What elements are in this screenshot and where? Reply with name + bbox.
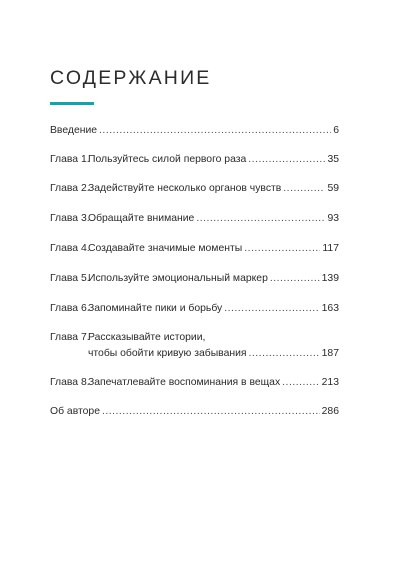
- entry-title: Задействуйте несколько органов чувств: [88, 183, 282, 194]
- toc-entry-introduction[interactable]: [50, 124, 339, 138]
- toc-entry-chapter-6[interactable]: [50, 302, 339, 316]
- entry-title: Используйте эмоциональный маркер: [88, 273, 268, 284]
- toc-entry-chapter-4[interactable]: [50, 242, 339, 256]
- entry-title: Об авторе: [50, 406, 100, 417]
- toc-entry-chapter-3[interactable]: [50, 212, 339, 226]
- toc-entry-about-author[interactable]: [50, 405, 339, 419]
- entry-page-number: 6: [333, 125, 339, 136]
- entry-title-continuation: чтобы обойти кривую забывания: [88, 348, 247, 359]
- entry-chapter-number: Глава 3.: [50, 213, 90, 224]
- dot-leader: [283, 182, 325, 196]
- title-accent-rule: [50, 102, 94, 105]
- dot-leader: [244, 242, 320, 256]
- entry-title: Запоминайте пики и борьбу: [88, 303, 223, 314]
- entry-title: Обращайте внимание: [88, 213, 195, 224]
- entry-chapter-number: Глава 5.: [50, 273, 90, 284]
- entry-title: Пользуйтесь силой первого раза: [88, 154, 247, 165]
- toc-entry-chapter-8[interactable]: [50, 376, 339, 390]
- entry-page-number: 213: [321, 377, 339, 388]
- dot-leader: [270, 272, 320, 286]
- dot-leader: [249, 347, 320, 361]
- entry-title: Рассказывайте истории,: [88, 332, 206, 343]
- entry-page-number: 93: [327, 213, 339, 224]
- entry-chapter-number: Глава 6.: [50, 303, 90, 314]
- entry-page-number: 117: [322, 243, 339, 254]
- dot-leader: [102, 405, 320, 419]
- entry-chapter-number: Глава 7.: [50, 332, 90, 343]
- entry-page-number: 187: [321, 348, 339, 359]
- dot-leader: [248, 153, 325, 167]
- entry-chapter-number: Глава 4.: [50, 243, 90, 254]
- entry-chapter-number: Глава 1.: [50, 154, 90, 165]
- entry-page-number: 163: [321, 303, 339, 314]
- entry-page-number: 35: [327, 154, 339, 165]
- entry-page-number: 286: [321, 406, 339, 417]
- entry-chapter-number: Глава 8.: [50, 377, 90, 388]
- entry-title: Запечатлевайте воспоминания в вещах: [88, 377, 281, 388]
- dot-leader: [282, 376, 319, 390]
- entry-page-number: 139: [321, 273, 339, 284]
- page-title: СОДЕРЖАНИЕ: [50, 67, 212, 89]
- toc-entry-chapter-7[interactable]: [50, 331, 339, 363]
- entry-title: Введение: [50, 125, 98, 136]
- entry-title: Создавайте значимые моменты: [88, 243, 243, 254]
- dot-leader: [99, 124, 331, 138]
- entry-page-number: 59: [327, 183, 339, 194]
- toc-entry-chapter-5[interactable]: [50, 272, 339, 286]
- toc-entry-chapter-2[interactable]: [50, 182, 339, 196]
- dot-leader: [196, 212, 325, 226]
- entry-chapter-number: Глава 2.: [50, 183, 90, 194]
- toc-entry-chapter-1[interactable]: [50, 153, 339, 167]
- dot-leader: [224, 302, 319, 316]
